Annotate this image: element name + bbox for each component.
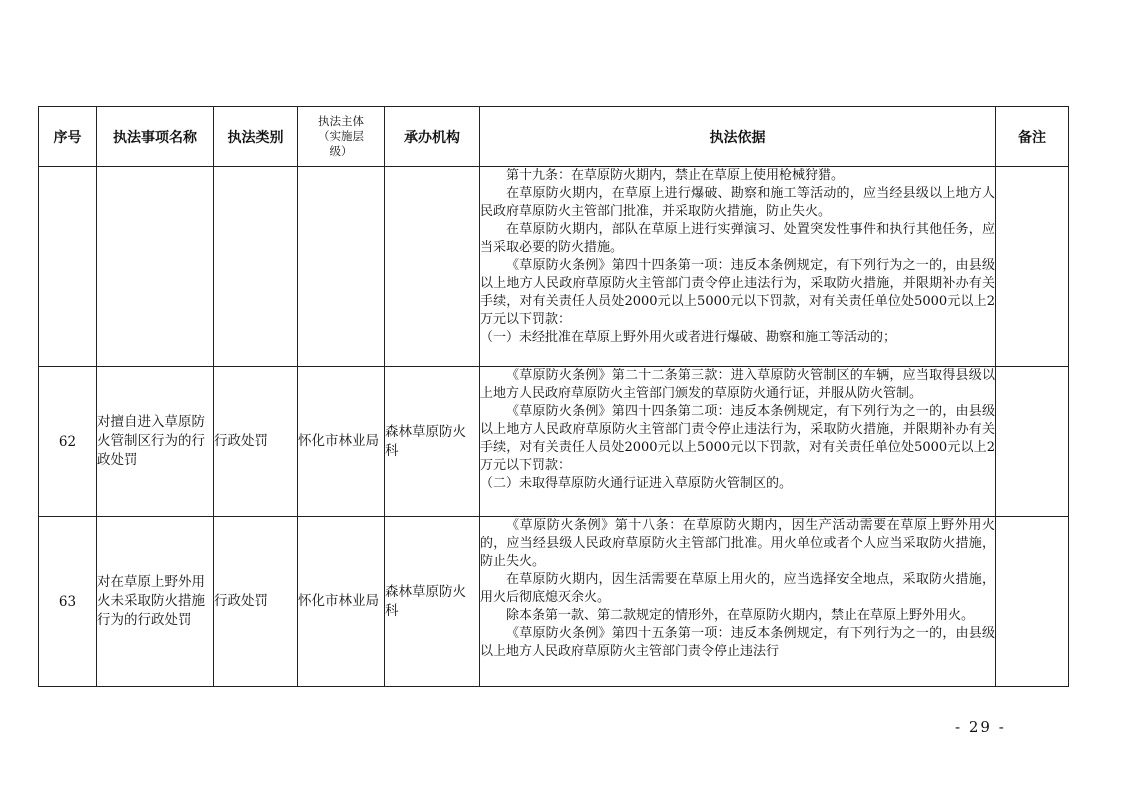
basis-paragraph: 《草原防火条例》第十八条：在草原防火期内，因生产活动需要在草原上野外用火的，应当经县级人民政府草原防火主管部门批准。用火单位或者个人应当采取防火措施，防止失火。 xyxy=(480,518,995,569)
header-name: 执法事项名称 xyxy=(97,107,214,167)
item-name xyxy=(97,167,214,367)
item-subject: 怀化市林业局 xyxy=(298,517,385,687)
item-basis xyxy=(480,367,996,517)
item-remark xyxy=(996,167,1069,367)
header-basis: 执法依据 xyxy=(480,107,996,167)
table-row xyxy=(39,367,1069,517)
header-remark: 备注 xyxy=(996,107,1069,167)
item-subject: 怀化市林业局 xyxy=(298,367,385,517)
basis-paragraph: 在草原防火期内，部队在草原上进行实弹演习、处置突发性事件和执行其他任务，应当采取必要的防火措施。 xyxy=(480,222,995,255)
basis-paragraph: （二）未取得草原防火通行证进入草原防火管制区的。 xyxy=(480,476,793,491)
item-type xyxy=(214,167,298,367)
item-name: 对在草原上野外用火未采取防火措施行为的行政处罚 xyxy=(97,517,214,687)
row-number xyxy=(39,167,97,367)
row-number: 62 xyxy=(39,367,97,517)
item-subject xyxy=(298,167,385,367)
item-remark xyxy=(996,367,1069,517)
enforcement-table xyxy=(38,106,1069,687)
table-row xyxy=(39,517,1069,687)
item-type: 行政处罚 xyxy=(214,517,298,687)
header-subject-text: 执法主体（实施层级） xyxy=(318,114,364,158)
item-remark xyxy=(996,517,1069,687)
header-org: 承办机构 xyxy=(385,107,480,167)
item-basis xyxy=(480,167,996,367)
table-row xyxy=(39,167,1069,367)
basis-paragraph: 《草原防火条例》第四十四条第二项：违反本条例规定，有下列行为之一的，由县级以上地方人民政府草原防火主管部门责令停止违法行为，采取防火措施，并限期补办有关手续，对有关责任人员处2000元以上5000元以下罚款，对有关责任单位处5000元以上2万元以下罚款： xyxy=(480,404,995,473)
basis-paragraph: 《草原防火条例》第四十五条第一项：违反本条例规定，有下列行为之一的，由县级以上地方人民政府草原防火主管部门责令停止违法行 xyxy=(480,626,995,659)
item-type: 行政处罚 xyxy=(214,367,298,517)
basis-paragraph: （一）未经批准在草原上野外用火或者进行爆破、勘察和施工等活动的； xyxy=(480,330,897,345)
item-org xyxy=(385,167,480,367)
item-org: 森林草原防火科 xyxy=(385,517,480,687)
item-basis xyxy=(480,517,996,687)
basis-paragraph: 在草原防火期内，在草原上进行爆破、勘察和施工等活动的，应当经县级以上地方人民政府草原防火主管部门批准，并采取防火措施，防止失火。 xyxy=(480,186,995,219)
header-type: 执法类别 xyxy=(214,107,298,167)
page-number: - 29 - xyxy=(955,718,1006,736)
basis-paragraph: 除本条第一款、第二款规定的情形外，在草原防火期内，禁止在草原上野外用火。 xyxy=(506,608,975,623)
table-header-row xyxy=(39,107,1069,167)
basis-paragraph: 在草原防火期内，因生活需要在草原上用火的，应当选择安全地点，采取防火措施，用火后彻底熄灭余火。 xyxy=(480,572,995,605)
item-name: 对擅自进入草原防火管制区行为的行政处罚 xyxy=(97,367,214,517)
basis-paragraph: 第十九条：在草原防火期内，禁止在草原上使用枪械狩猎。 xyxy=(506,168,845,183)
item-org: 森林草原防火科 xyxy=(385,367,480,517)
basis-paragraph: 《草原防火条例》第四十四条第一项：违反本条例规定，有下列行为之一的，由县级以上地方人民政府草原防火主管部门责令停止违法行为，采取防火措施，并限期补办有关手续，对有关责任人员处2000元以上5000元以下罚款，对有关责任单位处5000元以上2万元以下罚款： xyxy=(480,258,995,327)
header-no: 序号 xyxy=(39,107,97,167)
basis-paragraph: 《草原防火条例》第二十二条第三款：进入草原防火管制区的车辆，应当取得县级以上地方人民政府草原防火主管部门颁发的草原防火通行证，并服从防火管制。 xyxy=(480,368,995,401)
row-number: 63 xyxy=(39,517,97,687)
header-subject xyxy=(298,107,385,167)
